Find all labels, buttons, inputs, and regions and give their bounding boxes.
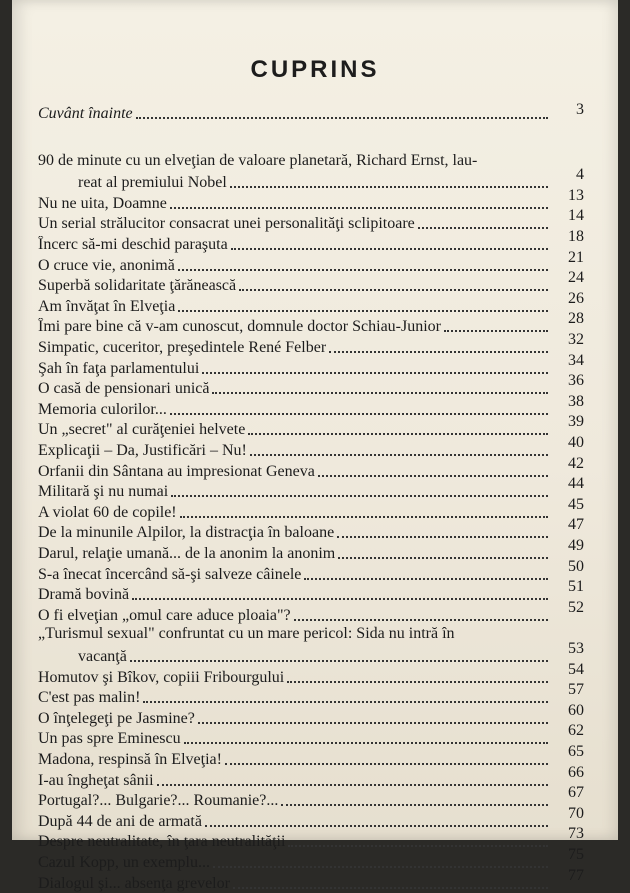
toc-entry bbox=[38, 728, 548, 748]
toc-entry-title: O casă de pensionari unică bbox=[38, 380, 210, 398]
toc-entry-title: Îmi pare bine că v-am cunoscut, domnule doctor Schiau-Junior bbox=[38, 318, 441, 336]
toc-entry-title: O fi elveţian „omul care aduce ploaia"? bbox=[38, 606, 291, 624]
toc-page-number: 28 bbox=[568, 310, 584, 328]
toc-entry bbox=[38, 831, 548, 851]
toc-page-number: 50 bbox=[568, 557, 584, 575]
toc-entry bbox=[78, 172, 548, 192]
toc-page-number: 34 bbox=[568, 351, 584, 369]
toc-entry bbox=[38, 275, 548, 295]
toc-entry-title: Portugal?... Bulgarie?... Roumanie?... bbox=[38, 792, 279, 810]
toc-entry bbox=[38, 770, 548, 790]
toc-entry-title: A violat 60 de copile! bbox=[38, 503, 177, 521]
toc-page-number: 60 bbox=[568, 701, 584, 719]
toc-page-number: 45 bbox=[568, 495, 584, 513]
toc-entry bbox=[38, 358, 548, 378]
toc-entry-first-line: „Turismul sexual" confruntat cu un mare pericol: Sida nu intră în bbox=[38, 625, 455, 643]
dot-leader bbox=[225, 763, 548, 765]
toc-entry-title: Un „secret" al curăţeniei helvete bbox=[38, 421, 246, 439]
dot-leader bbox=[180, 516, 548, 518]
toc-page-number: 66 bbox=[568, 763, 584, 781]
dot-leader bbox=[418, 227, 548, 229]
toc-entry-title: Militară şi nu numai bbox=[38, 483, 169, 501]
toc-entry bbox=[38, 708, 548, 728]
toc-entry bbox=[38, 255, 548, 275]
toc-page-number: 57 bbox=[568, 681, 584, 699]
toc-page-number: 42 bbox=[568, 454, 584, 472]
toc-entry-title: C'est pas malin! bbox=[38, 689, 141, 707]
dot-leader bbox=[304, 578, 548, 580]
toc-entry-title: O cruce vie, anonimă bbox=[38, 256, 175, 274]
toc-entry-title: Darul, relaţie umană... de la anonim la anonim bbox=[38, 545, 336, 562]
dot-leader bbox=[318, 475, 548, 477]
toc-entry bbox=[78, 646, 548, 666]
dot-leader bbox=[231, 248, 548, 250]
toc-entry-title: Memoria culorilor... bbox=[38, 400, 167, 418]
toc-entry-title: Simpatic, cuceritor, preşedintele René Felber bbox=[38, 339, 327, 356]
toc-entry-title: Şah în faţa parlamentului bbox=[38, 359, 200, 377]
dot-leader bbox=[198, 722, 548, 724]
dot-leader bbox=[281, 804, 548, 806]
dot-leader bbox=[287, 681, 548, 683]
dot-leader bbox=[239, 289, 548, 291]
toc-entry bbox=[38, 296, 548, 316]
toc-page-number: 62 bbox=[568, 722, 584, 740]
dot-leader bbox=[233, 887, 548, 889]
dot-leader bbox=[212, 392, 548, 394]
toc-entry bbox=[38, 790, 548, 810]
dot-leader bbox=[171, 495, 548, 497]
toc-page-number: 4 bbox=[576, 166, 584, 184]
toc-entry-title: I-au îngheţat sânii bbox=[38, 771, 154, 789]
toc-entry bbox=[38, 378, 548, 398]
toc-entry-first-line: 90 de minute cu un elveţian de valoare planetară, Richard Ernst, lau- bbox=[38, 151, 478, 169]
toc-entry-title: Orfanii din Sântana au impresionat Geneva bbox=[38, 462, 315, 480]
toc-entry-title: De la minunile Alpilor, la distracţia în baloane bbox=[38, 524, 335, 542]
toc-entry-title: Superbă solidaritate ţărănească bbox=[38, 277, 237, 295]
dot-leader bbox=[132, 598, 548, 600]
dot-leader bbox=[136, 117, 548, 119]
toc-entry bbox=[38, 522, 548, 542]
toc-page-number: 38 bbox=[568, 392, 584, 410]
toc-page-number: 54 bbox=[568, 660, 584, 678]
toc-entry-title: Un serial strălucitor consacrat unei personalităţi sclipitoare bbox=[38, 215, 415, 233]
toc-entry-title: Cuvânt înainte bbox=[38, 105, 133, 122]
dot-leader bbox=[170, 207, 548, 209]
dot-leader bbox=[337, 536, 548, 538]
toc-entry bbox=[38, 419, 548, 439]
toc-entry bbox=[38, 399, 548, 419]
toc-entry-title: vacanţă bbox=[78, 648, 127, 665]
dot-leader bbox=[230, 186, 548, 188]
toc-entry-title: Am învăţat în Elveţia bbox=[38, 297, 176, 315]
toc-page-number: 32 bbox=[568, 331, 584, 348]
toc-entry bbox=[38, 234, 548, 254]
toc-entry-title: Dialogul şi... absenţa grevelor bbox=[38, 874, 230, 892]
toc-page-number: 75 bbox=[568, 846, 584, 863]
toc-page-number: 51 bbox=[568, 578, 584, 596]
dot-leader bbox=[178, 310, 548, 312]
toc-page-number: 24 bbox=[568, 269, 584, 287]
toc-entry bbox=[38, 193, 548, 213]
toc-page-number: 52 bbox=[568, 598, 584, 616]
toc-page-number: 53 bbox=[568, 640, 584, 657]
toc-page-number: 67 bbox=[568, 784, 584, 802]
toc-page-number: 73 bbox=[568, 825, 584, 843]
toc-entry bbox=[38, 584, 548, 604]
dot-leader bbox=[205, 825, 548, 827]
toc-entry bbox=[38, 811, 548, 831]
toc-entry-title: Cazul Kopp, un exemplu... bbox=[38, 854, 210, 871]
toc-entry bbox=[38, 543, 548, 563]
dot-leader bbox=[170, 413, 548, 415]
toc-entry-title: Explicaţii – Da, Justificări – Nu! bbox=[38, 442, 247, 459]
toc-entry-title: O înţelegeţi pe Jasmine? bbox=[38, 709, 195, 727]
toc-page-number: 26 bbox=[568, 289, 584, 307]
toc-entry-title: Dramă bovină bbox=[38, 586, 130, 604]
toc-page-number: 70 bbox=[568, 804, 584, 822]
dot-leader bbox=[294, 619, 548, 621]
toc-entry bbox=[38, 440, 548, 460]
toc-entry bbox=[38, 852, 548, 872]
toc-entry-title: Despre neutralitate, în ţara neutralităţii bbox=[38, 833, 286, 851]
toc-page-number: 47 bbox=[568, 516, 584, 534]
dot-leader bbox=[444, 330, 548, 332]
toc-entry-title: S-a înecat încercând să-şi salveze câinele bbox=[38, 565, 302, 583]
toc-page-number: 18 bbox=[568, 228, 584, 245]
dot-leader bbox=[157, 784, 548, 786]
toc-page-number: 65 bbox=[568, 743, 584, 760]
toc-entry bbox=[38, 605, 548, 625]
toc-page-number: 39 bbox=[568, 413, 584, 431]
dot-leader bbox=[130, 660, 548, 662]
toc-page-number: 44 bbox=[568, 475, 584, 493]
toc-page-number: 14 bbox=[568, 207, 584, 225]
dot-leader bbox=[248, 433, 548, 435]
toc-entry-title: După 44 de ani de armată bbox=[38, 812, 202, 830]
toc-entry-title: Un pas spre Eminescu bbox=[38, 730, 181, 748]
toc-page-number: 13 bbox=[568, 186, 584, 204]
toc-entry bbox=[38, 502, 548, 522]
toc-entry bbox=[38, 667, 548, 687]
toc-entry bbox=[38, 461, 548, 481]
dot-leader bbox=[338, 557, 548, 559]
toc-entry bbox=[38, 687, 548, 707]
toc-entry bbox=[38, 337, 548, 357]
dot-leader bbox=[329, 351, 548, 353]
dot-leader bbox=[178, 269, 548, 271]
dot-leader bbox=[143, 701, 548, 703]
toc-entry-title: reat al premiului Nobel bbox=[78, 174, 227, 192]
toc-entry bbox=[38, 873, 548, 893]
toc-page-number: 49 bbox=[568, 537, 584, 554]
toc-entry bbox=[38, 213, 548, 233]
toc-entry bbox=[38, 749, 548, 769]
toc-page-number: 3 bbox=[576, 101, 584, 118]
toc-entry bbox=[38, 316, 548, 336]
toc-entry bbox=[38, 564, 548, 584]
toc-page-number: 21 bbox=[568, 248, 584, 266]
toc-page-number: 77 bbox=[568, 866, 584, 884]
dot-leader bbox=[213, 866, 548, 868]
toc-entry-title: Încerc să-mi deschid paraşuta bbox=[38, 236, 228, 253]
toc-entry-title: Madona, respinsă în Elveţia! bbox=[38, 751, 222, 768]
toc-entry-title: Homutov şi Bîkov, copiii Fribourgului bbox=[38, 668, 285, 686]
dot-leader bbox=[288, 845, 548, 847]
dot-leader bbox=[250, 454, 548, 456]
toc-page-number: 36 bbox=[568, 372, 584, 390]
toc-entry bbox=[38, 481, 548, 501]
toc-entry-title: Nu ne uita, Doamne bbox=[38, 194, 167, 212]
toc-entry bbox=[38, 103, 548, 123]
dot-leader bbox=[202, 372, 548, 374]
dot-leader bbox=[184, 742, 548, 744]
page-title: CUPRINS bbox=[250, 56, 380, 83]
toc-page-number: 40 bbox=[568, 434, 584, 451]
